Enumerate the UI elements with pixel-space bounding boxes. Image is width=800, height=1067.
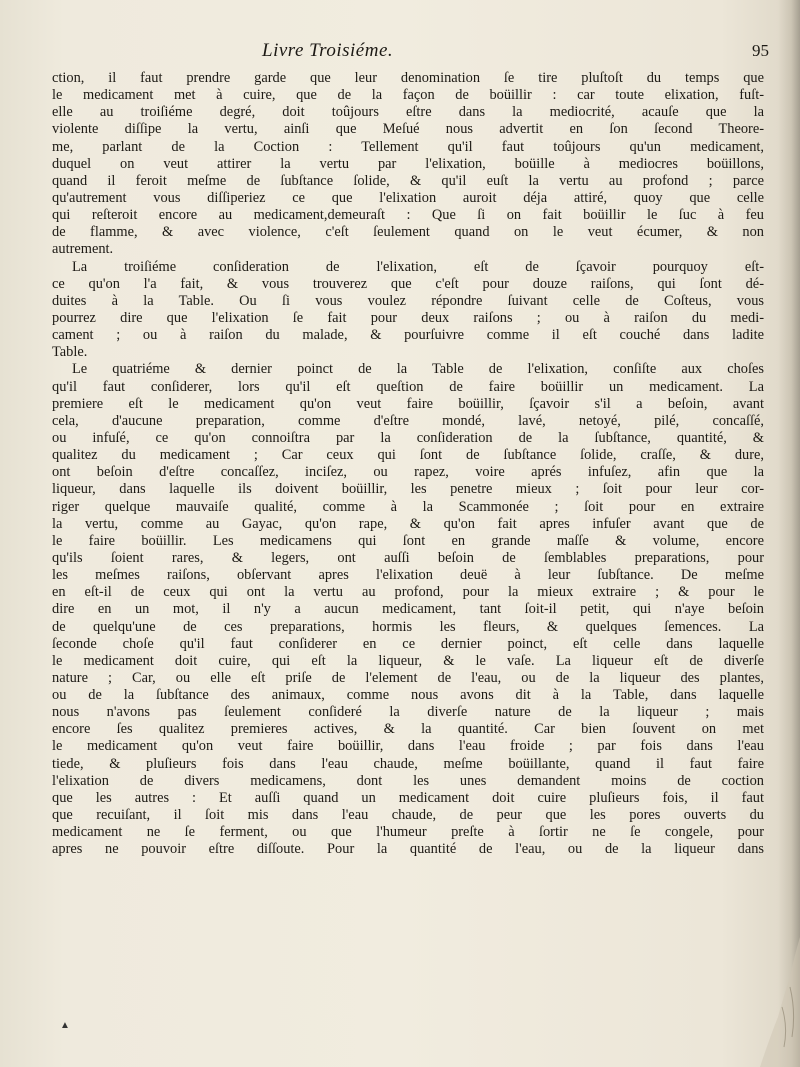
text-line: le medicament qu'on veut faire boüillir, dans l'eau froide ; par fois dans l'eau <box>52 738 764 755</box>
text-line: ſeconde choſe qu'il faut conſiderer en ce dernier poinct, eſt celle dans laquelle <box>52 635 764 652</box>
text-line: nature ; Car, ou elle eſt priſe de l'element de l'eau, ou de la liqueur des plantes, <box>52 669 764 686</box>
text-line: ou infuſé, ce qu'on connoiſtra par la conſideration de la ſubſtance, quantité, & <box>52 429 764 446</box>
text-line: Table. <box>52 344 88 361</box>
text-line: qu'autrement vous diſſiperiez ce que l'elixation auroit déja attiré, quoy que celle <box>52 189 764 206</box>
body-text <box>52 70 764 858</box>
torn-corner-illustration <box>730 937 800 1067</box>
text-line: de quelqu'une de ces preparations, hormis les fleurs, & quelques ſemences. La <box>52 618 764 635</box>
text-line: premiere eſt le medicament qu'on veut faire boüillir, ſçavoir s'il a beſoin, avant <box>52 395 764 412</box>
text-line: quand il feroit meſme de ſubſtance ſolide, & qu'il euſt la vertu au profond ; parce <box>52 172 764 189</box>
text-line: cament ; ou à raiſon du malade, & pourſuivre comme il eſt couché dans ladite <box>52 327 764 344</box>
text-line: le faire boüillir. Les medicamens qui ſont en grande maſſe & volume, encore <box>52 532 764 549</box>
text-line: ce qu'on l'a fait, & vous trouverez que c'eſt pour douze raiſons, qui ſont dé- <box>52 275 764 292</box>
text-line: qu'il faut conſiderer, lors qu'il eſt queſtion de faire boüillir un medicament. La <box>52 378 764 395</box>
text-line: duquel on veut attirer la vertu par l'elixation, boüille à mediocres boüillons, <box>52 155 764 172</box>
text-line: que les autres : Et auſſi quand un medicament doit cuire pluſieurs fois, il faut <box>52 789 764 806</box>
text-line: violente diſſipe la vertu, ainſi que Meſué nous advertit en ſon ſecond Theore- <box>52 121 764 138</box>
running-head <box>0 40 800 70</box>
page-number: 95 <box>752 41 769 60</box>
text-line: Le quatriéme & dernier poinct de la Table de l'elixation, conſiſte aux choſes <box>72 361 764 378</box>
text-line: qu'ils ſoient rares, & legers, ont auſſi beſoin de ſemblables preparations, pour <box>52 549 764 566</box>
ink-mark: ▲ <box>60 1020 70 1031</box>
text-line: elle au troiſiéme degré, doit toûjours eſtre dans la mediocrité, acauſe que la <box>52 104 764 121</box>
page-edge-shadow <box>778 0 800 1067</box>
text-line: autrement. <box>52 241 114 258</box>
text-line: me, parlant de la Coction : Tellement qu'il faut toûjours qu'un medicament, <box>52 138 764 155</box>
text-line: l'elixation de divers medicamens, dont les unes demandent moins de coction <box>52 772 764 789</box>
text-line: encore ſes qualitez premieres actives, & la quantité. Car bien ſouvent on met <box>52 721 764 738</box>
text-line: en eſt-il de ceux qui ont la vertu au profond, pour la mieux extraire ; & pour le <box>52 584 764 601</box>
text-line: tiede, & pluſieurs fois dans l'eau chaude, meſme boüillante, quand il faut faire <box>52 755 764 772</box>
text-line: que recuiſant, il ſoit mis dans l'eau chaude, de peur que les pores ouverts du <box>52 807 764 824</box>
text-line: ction, il faut prendre garde que leur denomination ſe tire pluſtoſt du temps que <box>52 70 764 86</box>
text-line: pourrez dire que l'elixation ſe fait pour deux raiſons ; ou à raiſon du medi- <box>52 309 764 326</box>
text-line: liqueur, dans laquelle ils doivent boüillir, les penetre mieux ; ſoit pour leur cor- <box>52 481 764 498</box>
text-line: medicament ne ſe ferment, ou que l'humeur preſte à ſortir ne ſe congele, pour <box>52 824 764 841</box>
text-line: La troiſiéme conſideration de l'elixation, eſt de ſçavoir pourquoy eſt- <box>72 258 764 275</box>
text-line: cela, d'aucune preparation, comme d'eſtre mondé, lavé, netoyé, pilé, concaſſé, <box>52 412 764 429</box>
text-line: riger quelque mauvaiſe qualité, comme à la Scammonée ; ſoit pour en extraire <box>52 498 764 515</box>
text-line: ou de la ſubſtance des animaux, comme nous avons dit à la Table, dans laquelle <box>52 687 764 704</box>
text-line: les meſmes raiſons, obſervant apres l'elixation deuë à leur ſubſtance. De meſme <box>52 567 764 584</box>
text-line: apres ne pouvoir eſtre diſſoute. Pour la quantité de l'eau, ou de la liqueur dans <box>52 841 764 858</box>
text-line: qui reſteroit encore au medicament,demeuraſt : Que ſi on fait boüillir le ſuc à feu <box>52 207 764 224</box>
text-line: ont beſoin d'eſtre concaſſez, inciſez, ou rapez, voire aprés infuſez, afin que la <box>52 464 764 481</box>
running-head-title: Livre Troisiéme. <box>262 40 394 61</box>
text-line: qualitez du medicament ; Car ceux qui ſont de ſubſtance ſolide, craſſe, & dure, <box>52 447 764 464</box>
text-line: duites à la Table. Ou ſi vous voulez répondre ſuivant celle de Coſteus, vous <box>52 292 764 309</box>
text-line: nous n'avons pas ſeulement conſideré la diverſe nature de la liqueur ; mais <box>52 704 764 721</box>
text-line: dire en un mot, il n'y a aucun medicament, tant ſoit-il petit, qui n'aye beſoin <box>52 601 764 618</box>
text-line: le medicament doit cuire, qui eſt la liqueur, & le vaſe. La liqueur eſt de diverſe <box>52 652 764 669</box>
text-line: de flamme, & avec violence, c'eſt ſeulement quand on le veut écumer, & non <box>52 224 764 241</box>
text-line: le medicament met à cuire, que de la façon de boüillir : car toute elixation, fuſt- <box>52 87 764 104</box>
text-line: la vertu, comme au Gayac, qu'on rape, & qu'on fait apres infuſer avant que de <box>52 515 764 532</box>
